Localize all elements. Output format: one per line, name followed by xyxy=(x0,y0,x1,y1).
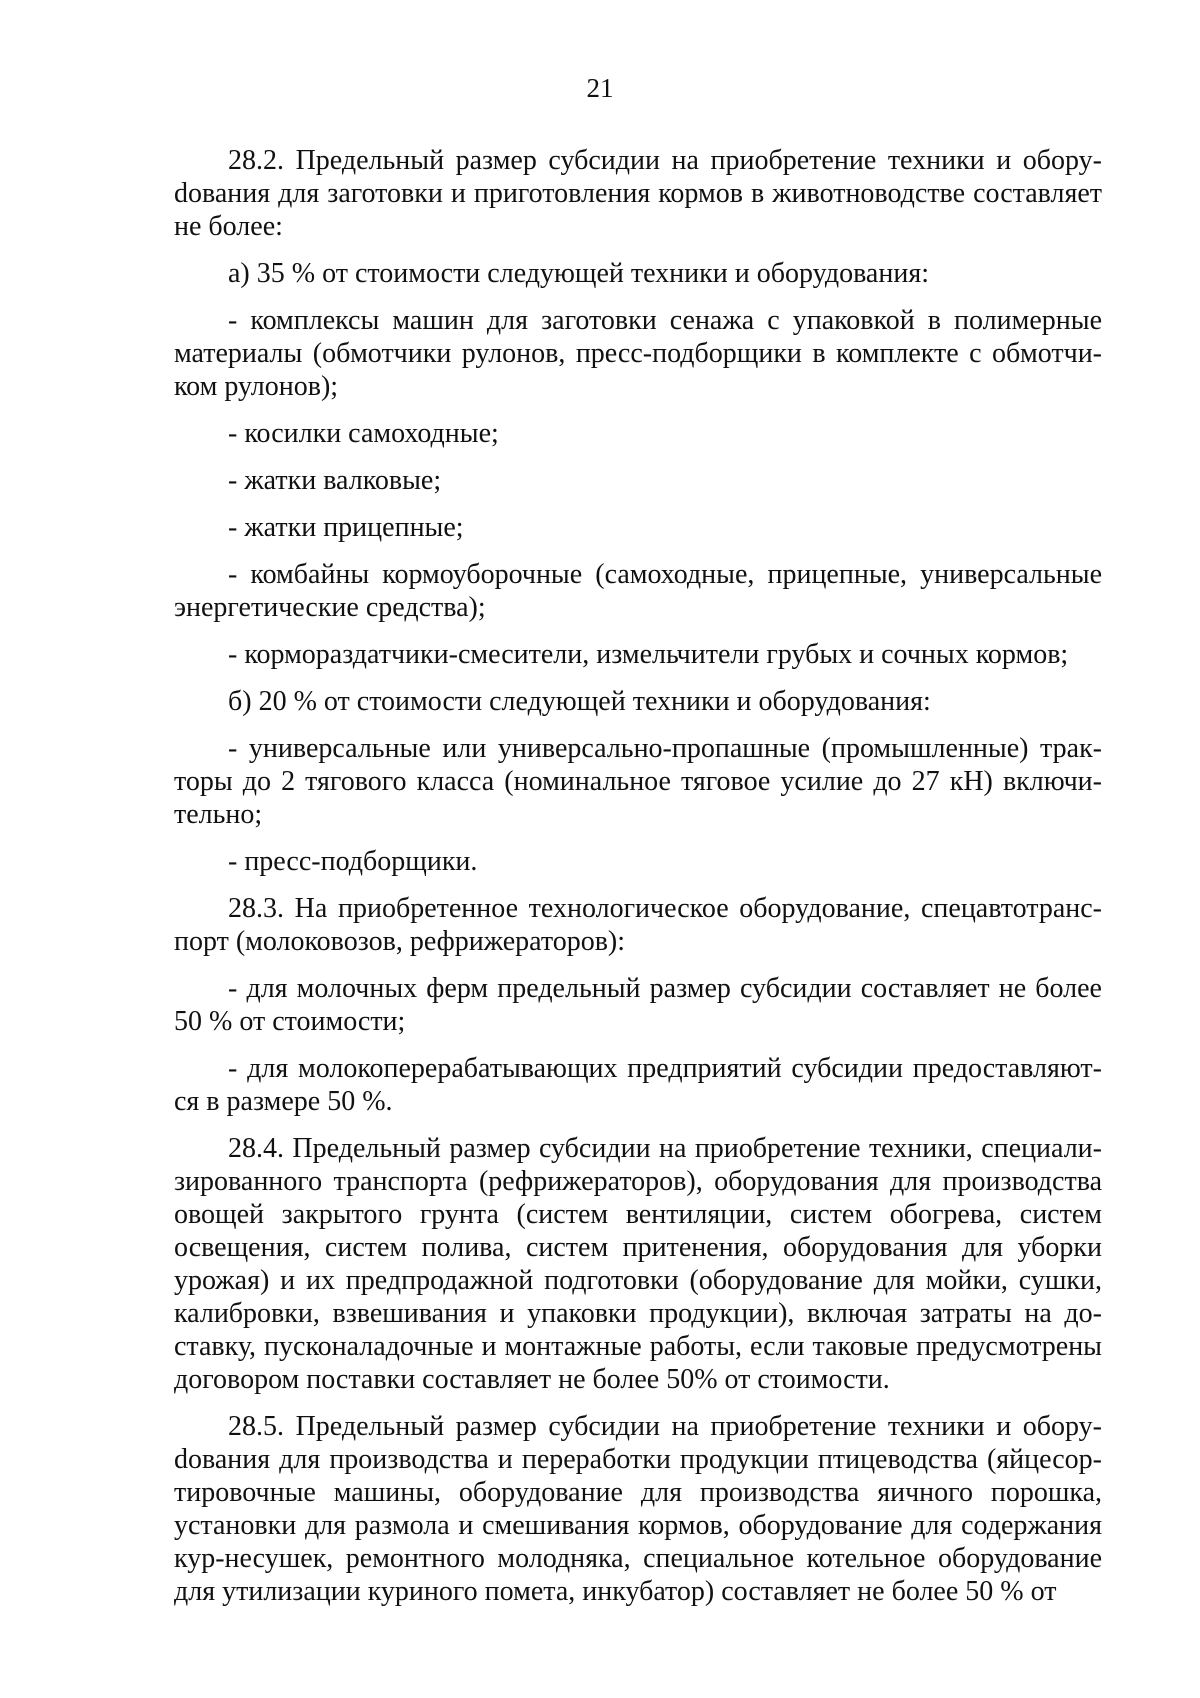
list-item: - жатки прицепные; xyxy=(228,512,464,543)
list-item: - для молочных ферм предельный размер субсидии составляет не более 50 % от стоимости; xyxy=(174,973,1102,1037)
paragraph-28-2: 28.2. Предельный размер субсидии на приобретение техники и оборуdования для заготовки и приготовления кормов в животноводстве составляет не более: xyxy=(174,145,1102,242)
paragraph-28-3: 28.3. На приобретенное технологическое оборудование, спецавтотранспорт (молоковозов, рефрижераторов): xyxy=(174,893,1102,957)
paragraph-28-4: 28.4. Предельный размер субсидии на приобретение техники, специализированного транспорта (рефрижераторов), оборудования для производства овощей закрытого грунта (систем вентиляции, систем обогрева, систем освещения, систем полива, систем притенения, оборудования для уборки урожая) и их предпродажной подготовки (оборудование для мойки, сушки, калибровки, взвешивания и упаковки продукции), включая затраты на доставку, пусконаладочные и монтажные работы, если таковые предусмотрены договором поставки составляет не более 50% от стоимости. xyxy=(174,1133,1102,1395)
list-item: - универсальные или универсально-пропашные (промышленные) тракторы до 2 тягового класса (номинальное тяговое усилие до 27 кН) включительно; xyxy=(174,733,1102,830)
paragraph-28-5: 28.5. Предельный размер субсидии на приобретение техники и оборуdования для производства и переработки продукции птицеводства (яйцесортировочные машины, оборудование для производства яичного порошка, установки для размола и смешивания кормов, оборудование для содержания кур-несушек, ремонтного молодняка, специальное котельное оборудование для утилизации куриного помета, инкубатор) составляет не более 50 % от xyxy=(174,1411,1102,1607)
list-item: - пресс-подборщики. xyxy=(228,846,478,877)
list-item: - комбайны кормоуборочные (самоходные, прицепные, универсальные энергетические средства); xyxy=(174,559,1102,623)
document-body xyxy=(174,144,1102,1622)
list-header-b: б) 20 % от стоимости следующей техники и оборудования: xyxy=(228,686,931,717)
page-number: 21 xyxy=(586,73,614,103)
list-item: - косилки самоходные; xyxy=(228,418,499,449)
list-item: - комплексы машин для заготовки сенажа с упаковкой в полимерные материалы (обмотчики рулонов, пресс-подборщики в комплекте с обмотчиком рулонов); xyxy=(174,305,1102,402)
list-item: - кормораздатчики-смесители, измельчители грубых и сочных кормов; xyxy=(228,639,1069,670)
list-header-a: а) 35 % от стоимости следующей техники и оборудования: xyxy=(228,258,929,289)
list-item: - для молокоперерабатывающих предприятий субсидии предоставляются в размере 50 %. xyxy=(174,1053,1102,1117)
list-item: - жатки валковые; xyxy=(228,465,442,496)
